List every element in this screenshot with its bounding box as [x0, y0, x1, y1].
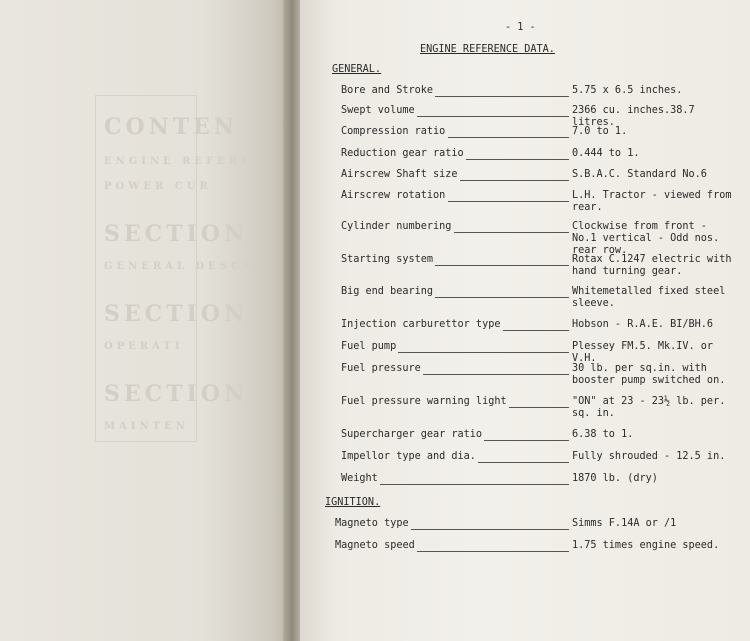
leader-line: [448, 137, 569, 138]
row-label: Compression ratio: [341, 126, 446, 137]
ghosted-contents-page: [95, 95, 256, 442]
ghost-text: OPERATI: [104, 341, 184, 352]
leader-line: [503, 330, 569, 331]
row-value: Clockwise from front - No.1 vertical - Odd nos. rear row.: [572, 221, 720, 256]
row-label: Fuel pressure: [341, 363, 421, 374]
row-label: Big end bearing: [341, 286, 434, 297]
row-value: 6.38 to 1.: [572, 429, 634, 440]
row-label: Reduction gear ratio: [341, 148, 464, 159]
leader-line: [398, 352, 569, 353]
row-label: Impellor type and dia.: [341, 451, 476, 462]
row-value: 0.444 to 1.: [572, 148, 640, 159]
row-value: Fully shrouded - 12.5 in.: [572, 451, 726, 462]
row-value: Whitemetalled fixed steel sleeve.: [572, 286, 726, 309]
leader-line: [435, 265, 569, 266]
row-value: Plessey FM.5. Mk.IV. or V.H.: [572, 341, 714, 364]
ghost-text: SECTION: [104, 301, 249, 327]
row-value: 2366 cu. inches.38.7 litres.: [572, 105, 695, 128]
leader-line: [466, 159, 569, 160]
section-heading: GENERAL.: [332, 64, 382, 75]
row-value: 5.75 x 6.5 inches.: [572, 85, 683, 96]
ghost-text: SECTION: [104, 221, 249, 247]
left-page: [0, 0, 292, 641]
row-value: 7.0 to 1.: [572, 126, 628, 137]
ghost-text: CONTEN: [104, 114, 239, 140]
row-label: Weight: [341, 473, 378, 484]
leader-line: [460, 180, 569, 181]
leader-line: [509, 407, 569, 408]
leader-line: [417, 551, 569, 552]
row-value: 30 lb. per sq.in. with booster pump switched on.: [572, 363, 726, 386]
ghost-text: GENERAL DESCR: [104, 261, 256, 272]
row-value: 1.75 times engine speed.: [572, 540, 720, 551]
leader-line: [435, 297, 569, 298]
ghost-text: SECTION: [104, 381, 249, 407]
ghost-text: POWER CUR: [104, 181, 212, 192]
row-value: Hobson - R.A.E. BI/BH.6: [572, 319, 714, 330]
leader-line: [423, 374, 569, 375]
leader-line: [454, 232, 569, 233]
row-label: Airscrew Shaft size: [341, 169, 458, 180]
ghost-text: MAINTEN: [104, 421, 189, 432]
leader-line: [380, 484, 569, 485]
leader-line: [478, 462, 569, 463]
leader-line: [411, 529, 569, 530]
leader-line: [417, 116, 569, 117]
row-label: Magneto type: [335, 518, 409, 529]
row-label: Magneto speed: [335, 540, 415, 551]
row-label: Bore and Stroke: [341, 85, 434, 96]
section-heading: IGNITION.: [325, 497, 381, 508]
leader-line: [484, 440, 569, 441]
row-label: Supercharger gear ratio: [341, 429, 483, 440]
row-label: Starting system: [341, 254, 434, 265]
row-label: Airscrew rotation: [341, 190, 446, 201]
row-label: Cylinder numbering: [341, 221, 452, 232]
row-label: Swept volume: [341, 105, 415, 116]
document-title: ENGINE REFERENCE DATA.: [420, 44, 555, 55]
row-label: Injection carburettor type: [341, 319, 501, 330]
row-label: Fuel pump: [341, 341, 397, 352]
leader-line: [448, 201, 569, 202]
row-value: "ON" at 23 - 23½ lb. per. sq. in.: [572, 396, 726, 419]
row-value: Simms F.14A or /1: [572, 518, 677, 529]
leader-line: [435, 96, 569, 97]
row-label: Fuel pressure warning light: [341, 396, 507, 407]
row-value: L.H. Tractor - viewed from rear.: [572, 190, 732, 213]
page-number: - 1 -: [505, 22, 536, 33]
row-value: 1870 lb. (dry): [572, 473, 658, 484]
row-value: S.B.A.C. Standard No.6: [572, 169, 707, 180]
row-value: Rotax C.1247 electric with hand turning gear.: [572, 254, 732, 277]
ghost-text: ENGINE REFERE: [104, 156, 253, 167]
